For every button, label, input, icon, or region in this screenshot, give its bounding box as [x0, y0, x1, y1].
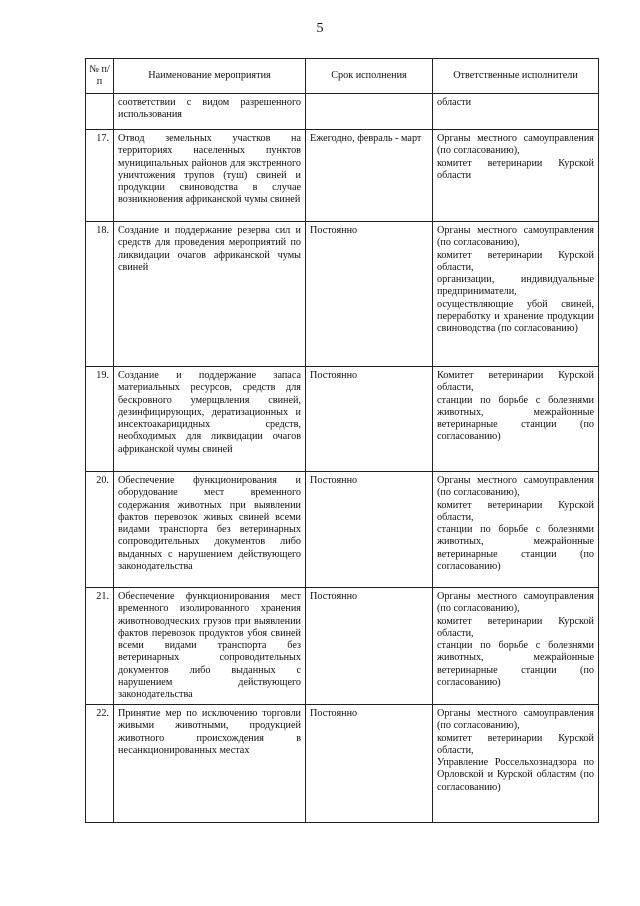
row-term: Постоянно — [306, 705, 433, 823]
responsible-line: организации, индивидуальные предприниматели, осуществляющие убой свиней, переработку и хранение продукции свиноводства (по согласованию) — [437, 274, 594, 335]
responsible-line: Органы местного самоуправления (по согласованию), — [437, 475, 594, 499]
row-number: 19. — [86, 367, 114, 472]
responsible-line: комитет ветеринарии Курской области, — [437, 499, 594, 523]
row-measure: Создание и поддержание резерва сил и средств для проведения мероприятий по ликвидации очагов африканской чумы свиней — [114, 222, 306, 367]
row-number: 20. — [86, 472, 114, 588]
responsible-line: комитет ветеринарии Курской области, — [437, 615, 594, 639]
row-term — [306, 94, 433, 130]
row-measure: Создание и поддержание запаса материальных ресурсов, средств для бескровного умерщвления свиней, дезинфицирующих, дератизационных и инсектоакарицидных средств, необходимых для ликвидации очагов африканской чумы свиней — [114, 367, 306, 472]
responsible-line: Органы местного самоуправления (по согласованию), — [437, 591, 594, 615]
responsible-line: Органы местного самоуправления (по согласованию), — [437, 133, 594, 157]
row-responsible — [433, 130, 599, 222]
row-number: 18. — [86, 222, 114, 367]
responsible-line: Комитет ветеринарии Курской области, — [437, 370, 594, 394]
responsible-line: комитет ветеринарии Курской области — [437, 157, 594, 181]
row-number: 17. — [86, 130, 114, 222]
table-row — [86, 705, 599, 823]
row-responsible — [433, 367, 599, 472]
responsible-line: области — [437, 97, 472, 108]
responsible-line: Органы местного самоуправления (по согласованию), — [437, 708, 594, 732]
row-measure: Обеспечение функционирования мест временного изолированного хранения животноводческих грузов при выявлении фактов перевозок продуктов убоя свиней всеми видами транспорта без ветеринарных сопроводительных документов либо выданных с нарушением действующего законодательства — [114, 588, 306, 705]
row-term: Постоянно — [306, 367, 433, 472]
row-number — [86, 94, 114, 130]
row-responsible — [433, 472, 599, 588]
row-term: Постоянно — [306, 588, 433, 705]
row-responsible — [433, 705, 599, 823]
responsible-line: комитет ветеринарии Курской области, — [437, 732, 594, 756]
table-row — [86, 130, 599, 222]
table-row — [86, 588, 599, 705]
table-row — [86, 472, 599, 588]
row-responsible — [433, 588, 599, 705]
table-row — [86, 222, 599, 367]
responsible-line: станции по борьбе с болезнями животных, межрайонные ветеринарные станции (по согласованию) — [437, 640, 594, 689]
row-number: 21. — [86, 588, 114, 705]
row-measure: Принятие мер по исключению торговли живыми животными, продукцией животного происхождения в несанкционированных местах — [114, 705, 306, 823]
responsible-line: станции по борьбе с болезнями животных, межрайонные ветеринарные станции (по согласованию) — [437, 394, 594, 443]
header-responsible: Ответственные исполнители — [433, 59, 599, 94]
responsible-line: Управление Россельхознадзора по Орловской и Курской областям (по согласованию) — [437, 757, 594, 793]
responsible-line: комитет ветеринарии Курской области, — [437, 249, 594, 273]
row-term: Постоянно — [306, 472, 433, 588]
responsible-line: станции по борьбе с болезнями животных, межрайонные ветеринарные станции (по согласованию) — [437, 524, 594, 573]
table-row — [86, 367, 599, 472]
row-responsible — [433, 222, 599, 367]
header-number: № п/п — [86, 59, 114, 94]
row-measure: соответствии с видом разрешенного использования — [114, 94, 306, 130]
responsible-line: Органы местного самоуправления (по согласованию), — [437, 225, 594, 249]
page-number: 5 — [316, 21, 324, 36]
table-row — [86, 94, 599, 130]
header-term: Срок исполнения — [306, 59, 433, 94]
row-number: 22. — [86, 705, 114, 823]
header-measure: Наименование мероприятия — [114, 59, 306, 94]
row-measure: Обеспечение функционирования и оборудование мест временного содержания животных при выявлении фактов перевозок живых свиней всеми видами транспорта без ветеринарных сопроводительных документов либо выданных с нарушением действующего законодательства — [114, 472, 306, 588]
row-term: Постоянно — [306, 222, 433, 367]
row-term: Ежегодно, февраль - март — [306, 130, 433, 222]
row-measure: Отвод земельных участков на территориях населенных пунктов муниципальных районов для экстренного уничтожения трупов (туш) свиней и продукции свиноводства в случае возникновения африканской чумы свиней — [114, 130, 306, 222]
measures-table — [85, 58, 599, 823]
row-responsible — [433, 94, 599, 130]
table-header-row — [86, 59, 599, 94]
